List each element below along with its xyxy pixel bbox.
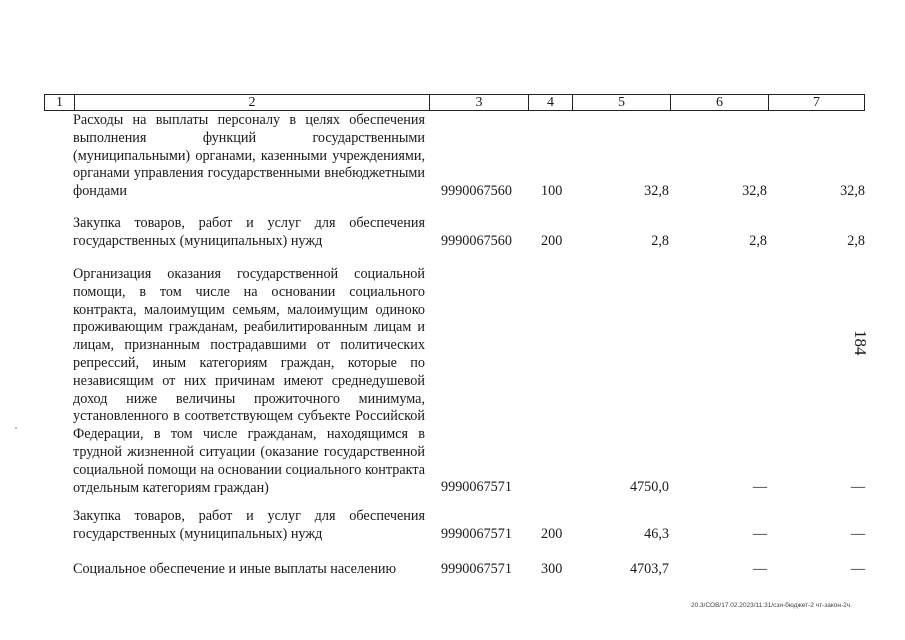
row-code: 9990067560 (441, 233, 512, 249)
row-description: Расходы на выплаты персоналу в целях обеспечения выполнения функций государственными (муниципальными) органами, казенными учреждениями, органами управления государственными внебюджетными фондами (73, 112, 425, 200)
row-value-col5: 32,8 (644, 183, 669, 199)
col-header-3: 3 (429, 95, 528, 110)
row-value-col5: 4703,7 (629, 561, 669, 577)
row-value-col7: — (850, 526, 865, 542)
row-description: Организация оказания государственной социальной помощи, в том числе на основании социального контракта, малоимущим семьям, малоимущим одиноко проживающим гражданам, реабилитированным лицам и лицам, признанным пострадавшими от политических репрессий, иным категориям граждан, которые по независящим от них причинам имеют среднедушевой доход ниже величины прожиточного минимума, установленного в соответствующем субъекте Российской Федерации, в том числе гражданам, находящимся в трудной жизненной ситуации (оказание государственной социальной помощи на основании социального контракта отдельным категориям граждан) (73, 266, 425, 496)
row-expense-type: 200 (541, 233, 563, 249)
row-code: 9990067571 (441, 561, 512, 577)
col-header-1: 1 (56, 95, 63, 110)
row-value-col6: 32,8 (742, 183, 767, 199)
row-description: Социальное обеспечение и иные выплаты населению (73, 561, 397, 577)
row-code: 9990067560 (441, 183, 512, 199)
table-header (44, 94, 865, 111)
row-value-col7: — (850, 561, 865, 577)
row-value-col6: 2,8 (749, 233, 767, 249)
row-code: 9990067571 (441, 526, 512, 542)
row-value-col5: 2,8 (651, 233, 669, 249)
row-value-col7: 32,8 (840, 183, 865, 199)
row-expense-type: 300 (541, 561, 563, 577)
row-description: Закупка товаров, работ и услуг для обеспечения государственных (муниципальных) нужд (73, 215, 425, 249)
col-header-5: 5 (572, 95, 670, 110)
row-description: Закупка товаров, работ и услуг для обеспечения государственных (муниципальных) нужд (73, 508, 425, 542)
row-expense-type: 200 (541, 526, 563, 542)
row-expense-type: 100 (541, 183, 563, 199)
row-value-col6: — (752, 561, 767, 577)
row-value-col5: 4750,0 (629, 479, 669, 495)
row-code: 9990067571 (441, 479, 512, 495)
row-value-col7: 2,8 (847, 233, 865, 249)
document-footer: 20.3/СОВ/17.02.2023/11:31/сзи-бюджет-2 чт-закон-2ч. (691, 602, 852, 609)
col-header-6: 6 (670, 95, 768, 110)
col-header-4: 4 (528, 95, 572, 110)
row-value-col7: — (850, 479, 865, 495)
row-value-col6: — (752, 526, 767, 542)
row-value-col5: 46,3 (644, 526, 669, 542)
scan-artifact (15, 427, 17, 429)
col-header-7: 7 (768, 95, 864, 110)
row-value-col6: — (752, 479, 767, 495)
page-number: 184 (851, 330, 870, 356)
col-header-2: 2 (74, 95, 429, 110)
